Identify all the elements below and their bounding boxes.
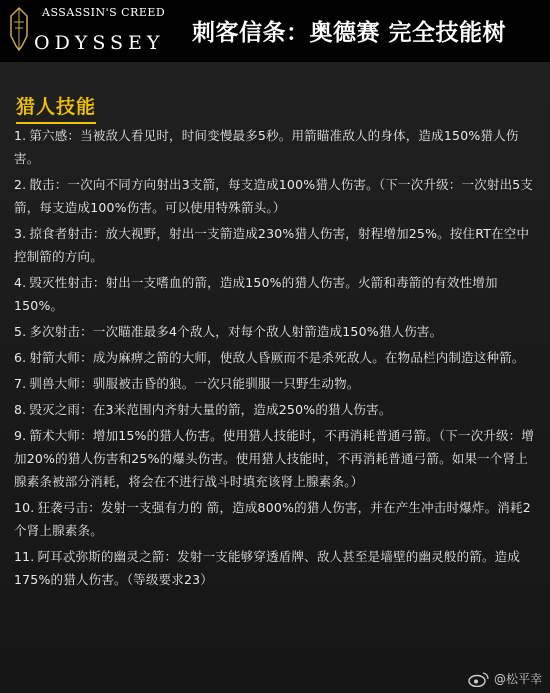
skill-number: 5.: [14, 324, 27, 339]
skill-number: 7.: [14, 376, 27, 391]
skill-item: [14, 271, 538, 317]
skill-item: [14, 372, 538, 395]
skill-item: [14, 173, 538, 219]
section-title: 猎人技能: [16, 92, 96, 124]
skill-text: 射箭大师：成为麻痹之箭的大师，使敌人昏厥而不是杀死敌人。在物品栏内制造这种箭。: [29, 350, 525, 365]
skill-text: 毁灭性射击：射出一支嗜血的箭，造成150%的猎人伤害。火箭和毒箭的有效性增加150%。: [14, 275, 498, 313]
header-banner: [0, 0, 550, 62]
skill-number: 11.: [14, 549, 35, 564]
skill-item: [14, 424, 538, 493]
skill-item: [14, 124, 538, 170]
skill-number: 2.: [14, 177, 27, 192]
weibo-watermark: [468, 670, 542, 687]
skill-number: 8.: [14, 402, 27, 417]
skill-text: 驯兽大师：驯服被击昏的狼。一次只能驯服一只野生动物。: [29, 376, 360, 391]
skill-number: 9.: [14, 428, 27, 443]
skill-number: 10.: [14, 500, 35, 515]
skill-text: 毁灭之雨：在3米范围内齐射大量的箭，造成250%的猎人伤害。: [29, 402, 392, 417]
skill-text: 掠食者射击：放大视野，射出一支箭造成230%猎人伤害，射程增加25%。按住RT在空中控制箭的方向。: [14, 226, 530, 264]
skill-number: 6.: [14, 350, 27, 365]
skill-text: 狂袭弓击：发射一支强有力的 箭，造成800%的猎人伤害，并在产生冲击时爆炸。消耗2个肾上腺素条。: [14, 500, 531, 538]
skill-item: [14, 545, 538, 591]
skill-item: [14, 398, 538, 421]
skill-item: [14, 320, 538, 343]
content-panel: [0, 62, 550, 693]
weibo-handle: @松平幸: [493, 672, 542, 686]
skill-text: 第六感：当被敌人看见时，时间变慢最多5秒。用箭瞄准敌人的身体，造成150%猎人伤害。: [14, 128, 519, 166]
weibo-icon: [468, 671, 490, 687]
skill-item: [14, 496, 538, 542]
skill-number: 1.: [14, 128, 27, 143]
skill-number: 4.: [14, 275, 27, 290]
skill-item: [14, 346, 538, 369]
skill-list: [14, 124, 538, 594]
skill-text: 多次射击：一次瞄准最多4个敌人，对每个敌人射箭造成150%猎人伤害。: [29, 324, 443, 339]
skill-item: [14, 222, 538, 268]
skill-number: 3.: [14, 226, 27, 241]
game-logo: [34, 4, 184, 58]
skill-text: 散击：一次向不同方向射出3支箭，每支造成100%猎人伤害。（下一次升级：一次射出5支箭，每支造成100%伤害。可以使用特殊箭头。）: [14, 177, 534, 215]
page-title: 刺客信条：奥德赛 完全技能树: [192, 20, 507, 46]
skill-text: 箭术大师：增加15%的猎人伤害。使用猎人技能时，不再消耗普通弓箭。（下一次升级：增加20%的猎人伤害和25%的爆头伤害。使用猎人技能时，不再消耗普通弓箭。如果一个肾上腺素条被部分消耗，将会在不进行战斗时填充该肾上腺素条。）: [14, 428, 535, 489]
logo-line2: ODYSSEY: [34, 32, 165, 54]
skill-text: 阿耳忒弥斯的幽灵之箭：发射一支能够穿透盾牌、敌人甚至是墙壁的幽灵般的箭。造成175%的猎人伤害。（等级要求23）: [14, 549, 521, 587]
logo-line1: ASSASSIN'S CREED: [42, 6, 166, 19]
spartan-helmet-icon: [8, 6, 30, 52]
